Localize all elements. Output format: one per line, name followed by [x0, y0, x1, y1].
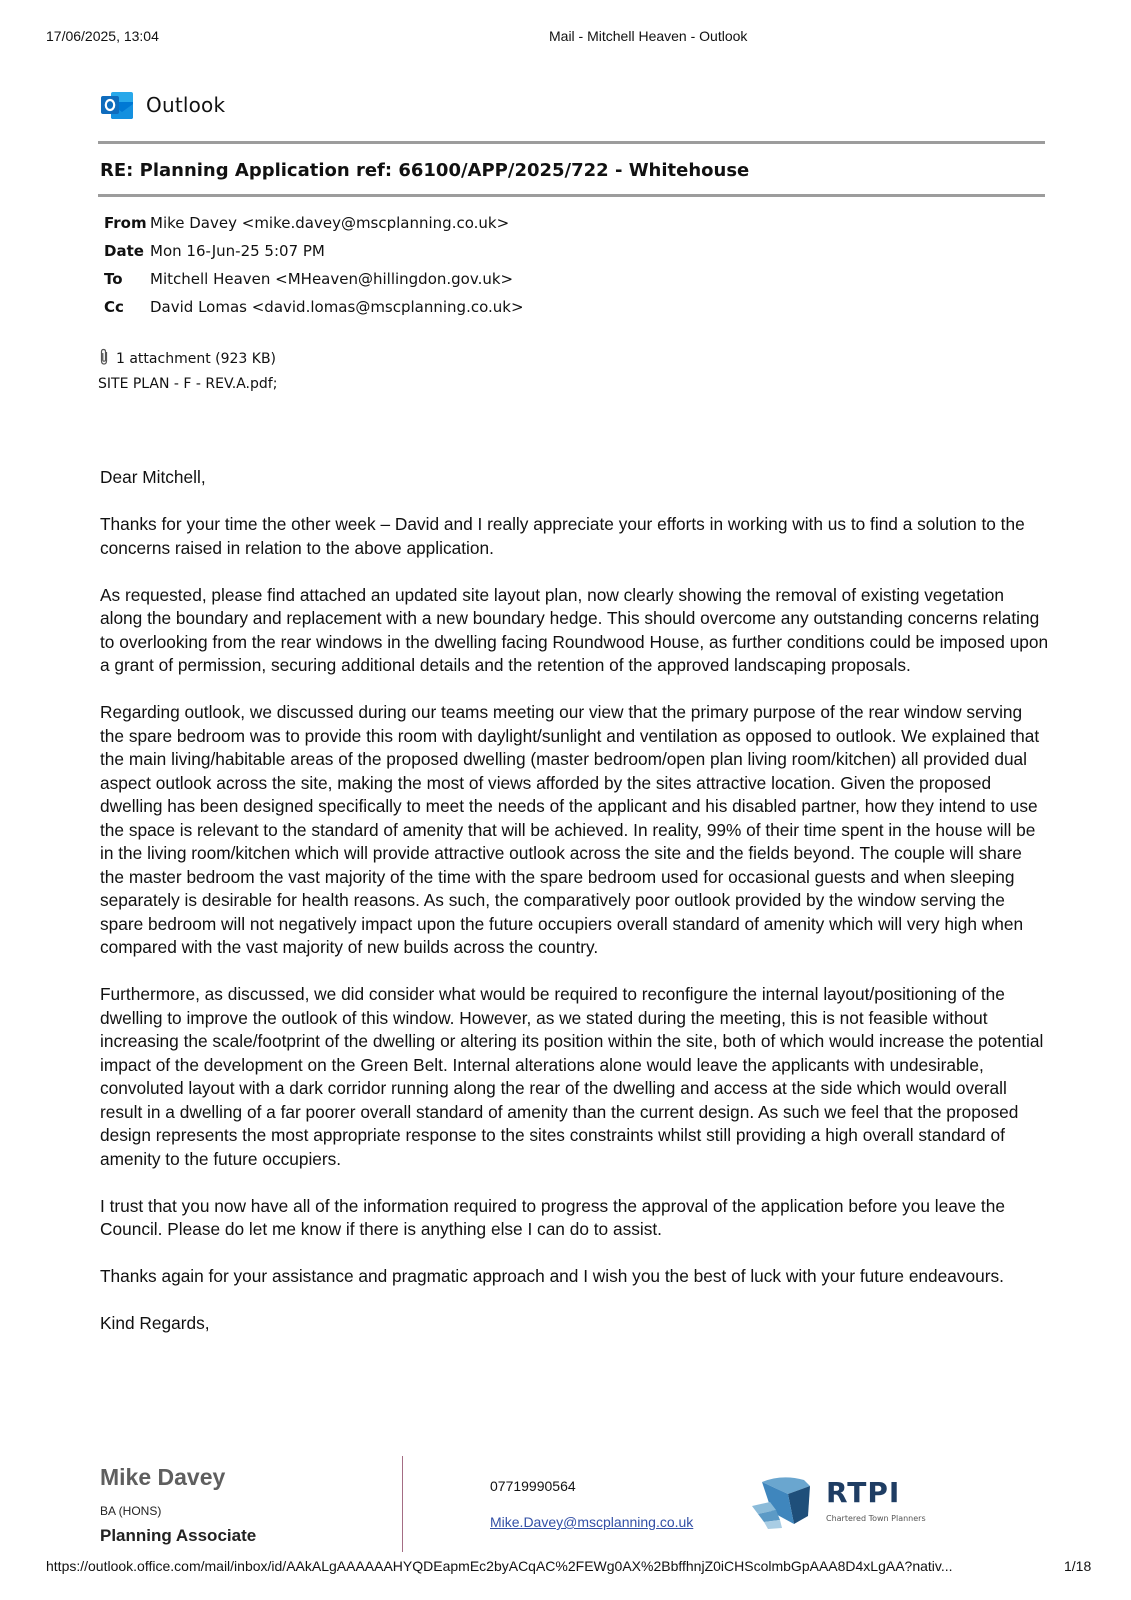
body-paragraph: Regarding outlook, we discussed during our teams meeting our view that the primary purpose of the rear window serving the spare bedroom was to provide this room with daylight/sunlight and ventilation as opposed to outlook. We explained that the main living/habitable areas of the proposed dwelling (master bedroom/open plan living room/kitchen) all provided dual aspect outlook across the site, making the most of views afforded by the sites attractive location. Given the proposed dwelling has been designed specifically to meet the needs of the applicant and his disabled partner, how they intend to use the space is relevant to the standard of amenity that will be achieved. In reality, 99% of their time spent in the house will be in the living room/kitchen which will provide attractive outlook across the site and the fields beyond. The couple will share the master bedroom the vast majority of the time with the spare bedroom used for occasional guests and when sleeping separately is desirable for health reasons. As such, the comparatively poor outlook provided by the window serving the spare bedroom will not negatively impact upon the future occupiers overall standard of amenity which will very high when compared with the vast majority of new builds across the country.: [100, 702, 1040, 957]
header-label: From: [104, 214, 147, 232]
signature-qualifications: BA (HONS): [100, 1504, 162, 1518]
print-datetime: 17/06/2025, 13:04: [46, 28, 159, 44]
header-value-to[interactable]: Mitchell Heaven <MHeaven@hillingdon.gov.uk>: [150, 270, 514, 288]
app-name: Outlook: [146, 93, 226, 117]
signature-phone: 07719990564: [490, 1478, 576, 1494]
body-paragraph: Thanks again for your assistance and pragmatic approach and I wish you the best of luck with your future endeavours.: [100, 1266, 1004, 1286]
rtpi-wordmark: RTPI: [826, 1476, 901, 1509]
header-from: [104, 214, 524, 242]
closing: Kind Regards,: [100, 1313, 210, 1333]
header-value-from[interactable]: Mike Davey <mike.davey@mscplanning.co.uk>: [150, 214, 510, 232]
attachment-file[interactable]: SITE PLAN - F - REV.A.pdf;: [98, 376, 278, 392]
body-paragraph: I trust that you now have all of the information required to progress the approval of the application before you leave the Council. Please do let me know if there is anything else I can do to assist.: [100, 1195, 1005, 1239]
signature-email-link[interactable]: Mike.Davey@mscplanning.co.uk: [490, 1514, 694, 1530]
signature-role: Planning Associate: [100, 1526, 257, 1545]
page-url: https://outlook.office.com/mail/inbox/id/AAkALgAAAAAAHYQDEapmEc2byACqAC%2FEWg0AX%2BbffhnjZ0iCHScolmbGpAAA8D4xLgAA?nativ...: [46, 1558, 953, 1574]
attachments: [98, 348, 277, 392]
header-to: [104, 270, 524, 298]
window-title: Mail - Mitchell Heaven - Outlook: [549, 28, 748, 44]
print-header: [0, 28, 1131, 48]
signature-block: [100, 1464, 1050, 1554]
greeting: Dear Mitchell,: [100, 467, 206, 487]
paperclip-icon: [98, 348, 110, 370]
rtpi-logo-icon: [748, 1472, 814, 1532]
header-value-cc[interactable]: David Lomas <david.lomas@mscplanning.co.uk>: [150, 298, 524, 316]
header-label: To: [104, 270, 123, 288]
rtpi-tagline: Chartered Town Planners: [826, 1514, 926, 1523]
header-value-date: Mon 16-Jun-25 5:07 PM: [150, 242, 325, 260]
header-label: Date: [104, 242, 144, 260]
attachment-summary-row: [98, 348, 277, 370]
body-paragraph: As requested, please find attached an updated site layout plan, now clearly showing the removal of existing vegetation along the boundary and replacement with a new boundary hedge. This should overcome any outstanding concerns relating to overlooking from the rear windows in the dwelling facing Roundwood House, as further conditions could be imposed upon a grant of permission, securing additional details and the retention of the approved landscaping proposals.: [100, 584, 1049, 675]
header-date: [104, 242, 524, 270]
header-cc: [104, 298, 524, 326]
app-brand: [100, 90, 225, 120]
body-paragraph: Thanks for your time the other week – David and I really appreciate your efforts in working with us to find a solution to the concerns raised in relation to the above application.: [100, 514, 1025, 558]
signature-divider: [402, 1456, 403, 1552]
email-subject: RE: Planning Application ref: 66100/APP/2025/722 - Whitehouse: [100, 160, 750, 181]
email-headers: [104, 214, 524, 326]
page-number: 1/18: [1064, 1558, 1092, 1574]
rtpi-logo: [748, 1472, 948, 1532]
outlook-logo-icon: [100, 90, 134, 120]
body-paragraph: Furthermore, as discussed, we did consider what would be required to reconfigure the internal layout/positioning of the dwelling to improve the outlook of this window. However, as we stated during the meeting, this is not feasible without increasing the scale/footprint of the dwelling or altering its position within the site, both of which would increase the potential impact of the development on the Green Belt. Internal alterations alone would leave the applicants with undesirable, convoluted layout with a dark corridor running along the rear of the dwelling and access at the side which would overall result in a dwelling of a far poorer overall standard of amenity than the current design. As such we feel that the proposed design represents the most appropriate response to the sites constraints whilst still providing a high overall standard of amenity to the future occupiers.: [100, 984, 1044, 1169]
header-label: Cc: [104, 298, 124, 316]
email-body: [100, 466, 1050, 1359]
signature-name: Mike Davey: [100, 1464, 226, 1490]
divider-bottom: [98, 194, 1045, 197]
attachment-summary: 1 attachment (923 KB): [116, 351, 277, 367]
divider-top: [98, 141, 1045, 144]
